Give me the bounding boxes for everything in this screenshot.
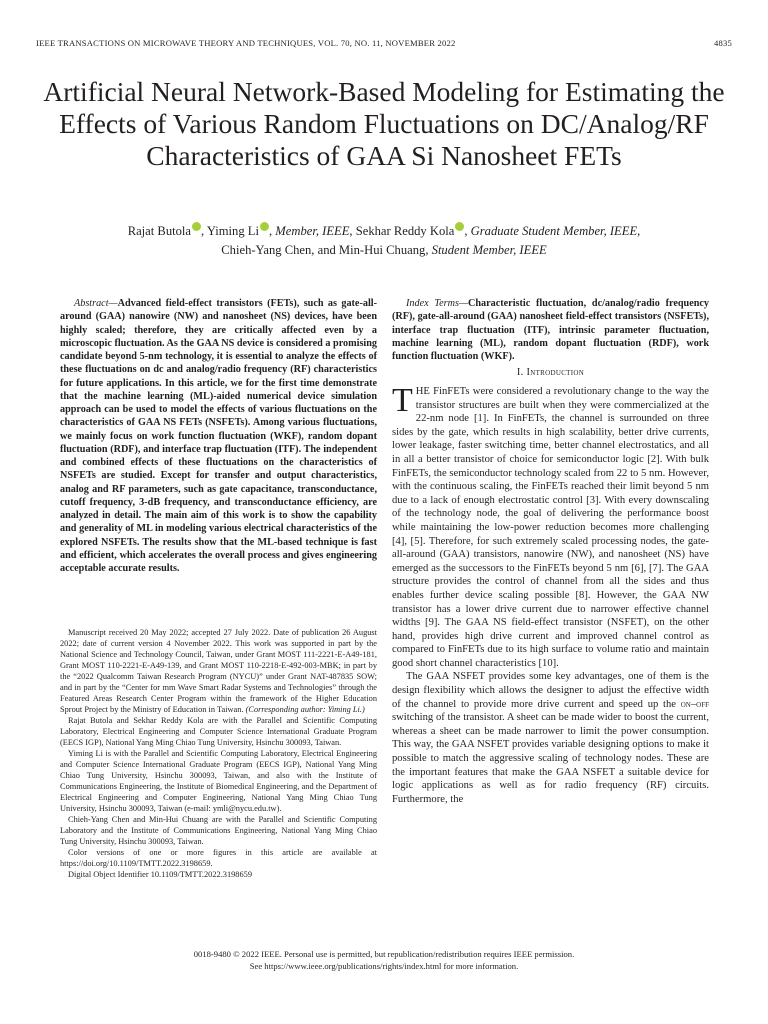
rights-link-line[interactable]: See https://www.ieee.org/publications/rights/index.html for more information. <box>249 960 519 971</box>
index-terms-label: Index Terms <box>406 298 459 309</box>
footnote-corresponding: (Corresponding author: Yiming Li.) <box>245 705 365 714</box>
intro-paragraph <box>392 670 709 806</box>
intro-paragraph-text: switching of the transistor. A sheet can be made wider to boost the current, whereas a sheet can be made narrower to limit the power consumption. This way, the GAA NSFET provides variable designing options to make it possible to match the aggressive scaling of technology nodes. These are the important features that make the GAA NSFET a suitable device for logic applications as well as for radio frequency (RF) circuits. Furthermore, the <box>392 712 709 805</box>
author-list: Rajat Butola , Yiming Li , Member, IEEE, Sekhar Reddy Kola , Graduate Student Member, IEEE, Chieh-Yang Chen, and Min-Hui Chuang, Student Member, IEEE <box>127 224 641 257</box>
footnote-doi: Digital Object Identifier 10.1109/TMTT.2022.3198659 <box>68 870 252 879</box>
paper-title: Artificial Neural Network-Based Modeling for Estimating the Effects of Various Random Fluctuations on DC/Analog/RF Characteristics of GAA Si Nanosheet FETs <box>43 76 725 171</box>
orcid-icon[interactable] <box>455 222 464 231</box>
footnote-affiliation: Chieh-Yang Chen and Min-Hui Chuang are with the Parallel and Scientific Computing Laboratory and the Institute of Communications Engineering, National Yang Ming Chiao Tung University, Hsinchu 300093, Taiwan. <box>60 815 377 846</box>
abstract <box>60 297 377 575</box>
author-membership: Graduate Student Member, IEEE <box>470 224 638 238</box>
footnote-affiliation: Yiming Li is with the Parallel and Scientific Computing Laboratory, Electrical Engineering and Computer Science International Graduate Program (EECS IGP), National Yang Ming Chiao Tung University, Hsinchu 300093, Taiwan, and also with the Institute of Communications Engineering, the Institute of Biomedical Engineering, and the Department of Electrical Engineering and Computer Engineering, National Yang Ming Chiao Tung University, Hsinchu 300093, Taiwan (e-mail: ymli@nycu.edu.tw). <box>60 749 377 813</box>
introduction-body <box>392 382 709 806</box>
author-name: Yiming Li <box>206 224 259 238</box>
author-membership: Student Member, IEEE <box>431 243 547 257</box>
em-dash: — <box>458 298 469 309</box>
em-dash: — <box>108 298 118 309</box>
author-name: Chieh-Yang Chen, and Min-Hui Chuang <box>221 243 426 257</box>
index-terms-text: Characteristic fluctuation, dc/analog/radio frequency (RF), gate-all-around (GAA) nanosheet field-effect transistors (NSFETs), interface trap fluctuation (ITF), intrinsic parameter fluctuation, machine learning (ML), random dopant fluctuation (RDF), work function fluctuation (WKF). <box>392 298 709 362</box>
section-title: Introduction <box>526 367 585 378</box>
footnote-affiliation: Rajat Butola and Sekhar Reddy Kola are with the Parallel and Scientific Computing Laboratory, Electrical Engineering and Computer Science International Graduate Program (EECS IGP), National Yang Ming Chiao Tung University, Hsinchu 300093, Taiwan. <box>60 716 377 747</box>
copyright-footer <box>40 949 728 972</box>
on-off-term: on–off <box>680 698 709 710</box>
copyright-line: 0018-9480 © 2022 IEEE. Personal use is permitted, but republication/redistribution requires IEEE permission. <box>193 949 575 959</box>
intro-paragraph <box>392 382 709 670</box>
footnote-manuscript <box>60 627 377 715</box>
index-terms <box>392 297 709 363</box>
running-head <box>36 38 732 48</box>
section-number: I. <box>516 367 524 378</box>
author-name: Sekhar Reddy Kola <box>355 224 455 238</box>
footnote-color-figures: Color versions of one or more figures in this article are available at https://doi.org/10.1109/TMTT.2022.3198659. <box>60 848 377 868</box>
abstract-label: Abstract <box>74 298 109 309</box>
author-membership: Member, IEEE <box>275 224 350 238</box>
footnote-received: Manuscript received 20 May 2022; accepted 27 July 2022. Date of publication 26 August 2022; date of current version 4 November 2022. This work was supported in part by the National Science and Technology Council, Taiwan, under Grant MOST 111-2221-E-A49-181, Grant MOST 110-2221-E-A49-139, and Grant MOST 110-2218-E-492-003-MBK; in part by the “2022 Qualcomm Taiwan Research Program (NYCU)” under Grant NAT-487835 SOW; and in part by the “Center for mm Wave Smart Radar Systems and Technologies” through the Featured Areas Research Center Program within the framework of the Higher Education Sprout Project by the Ministry of Education in Taiwan. <box>60 628 377 714</box>
footnotes <box>60 627 377 880</box>
drop-cap: T <box>392 382 413 419</box>
page-number: 4835 <box>714 38 732 48</box>
intro-paragraph-text: The GAA NSFET provides some key advantages, one of them is the design flexibility which allows the designer to adjust the effective width of the channel to provide more drive current and speed up the <box>392 671 709 710</box>
intro-paragraph-text: HE FinFETs were considered a revolutionary change to the way the transistor structures are built when they were commercialized at the 22-nm node [1]. In FinFETs, the channel is surrounded on three sides by the gate, which results in high scalability, better drive currents, lower leakage, faster switching time, better channel electrostatics, and all in all a better transistor of choice for semiconductor logic [2]. With bulk FinFETs, the semiconductor technology scaled from 22 to 5 nm. However, with the continuous scaling, the FinFETs reached their limit beyond 5 nm due to a lack of enough electrostatic control [3]. With every downscaling of the technology node, the goal of delivering the performance boost while maintaining the low-power reduction becomes more challenging [4], [5]. Therefore, for such extremely scaled processing nodes, the gate-all-around (GAA) transistors, nanowire (NW), and nanosheet (NS) have emerged as the successors to the FinFETs beyond 5 nm [6], [7]. The GAA structure provides the control of channel from all the sides and thus enables further device scaling possible [8]. However, the GAA NW transistor has a lower drive current due to narrower effective channel widths [9]. The GAA NS field-effect transistor (NSFET), on the other hand, provides high drive current and improved channel control as compared to FinFETs due to its high surface to volume ratio and maintain good short channel characteristics [10]. <box>392 386 709 669</box>
section-heading <box>392 367 709 378</box>
abstract-text: Advanced field-effect transistors (FETs), such as gate-all-around (GAA) nanowire (NW) and nanosheet (NS) devices, have been highly scaled; therefore, they are critically affected even by a microscopic fluctuation. As the GAA NS device is considered a promising candidate beyond 5-nm technology, it is essential to analyze the effects of these fluctuations on dc and analog/radio frequency (RF) characteristics for future applications. In this article, we for the first time demonstrate that the machine learning (ML)-aided numerical device simulation approach can be used to model the effects of various fluctuations on the characteristics of GAA NS FETs (NSFETs). Among various fluctuations, we mainly focus on work function fluctuation (WKF), random dopant fluctuation (RDF), and interface trap fluctuation (ITF). The independent and combined effects of these fluctuations on the characteristics of NSFETs are studied. Except for transfer and output characteristics, analog and RF parameters, such as gate capacitance, transconductance, cutoff frequency, 3-dB frequency, and transconductance efficiency, are analyzed in detail. The main aim of this work is to show the capability and generality of ML in modeling various electrical characteristics of the explored NSFETs. The results show that the ML-based technique is fast and efficient, which accelerates the overall process and gives engineering acceptable accurate results. <box>60 298 377 574</box>
orcid-icon[interactable] <box>260 222 269 231</box>
journal-name: IEEE TRANSACTIONS ON MICROWAVE THEORY AND TECHNIQUES, VOL. 70, NO. 11, NOVEMBER 2022 <box>36 38 456 48</box>
author-name: Rajat Butola <box>127 224 191 238</box>
orcid-icon[interactable] <box>192 222 201 231</box>
